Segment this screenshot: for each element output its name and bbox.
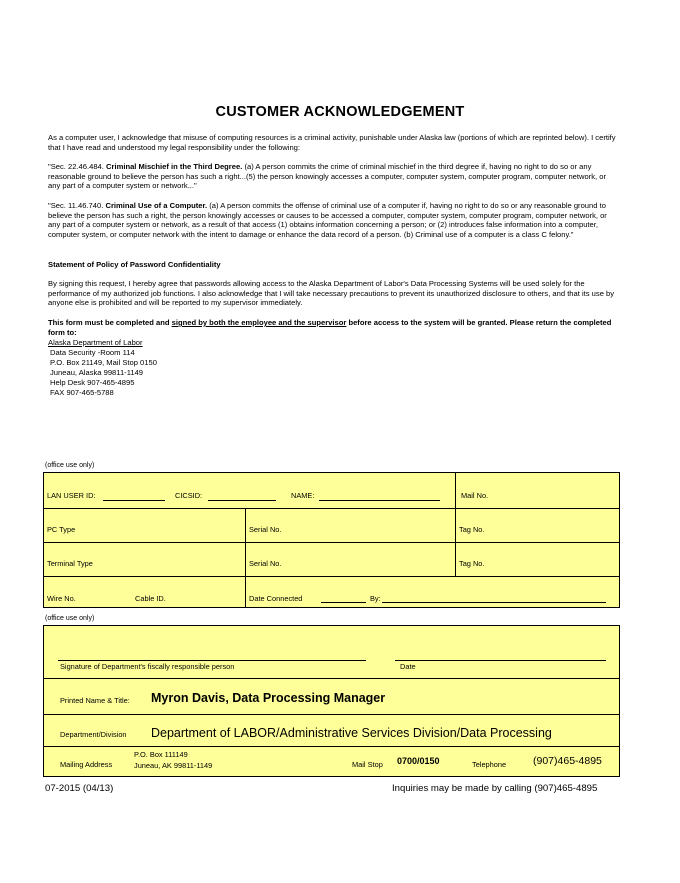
inquiries-text: Inquiries may be made by calling (907)465-4895 [392,783,598,794]
by-field[interactable] [382,602,606,603]
name-label: NAME: [291,491,315,500]
return-post: before access to the system will be granted. Please return the completed form to: [48,318,612,337]
return-address [48,338,157,397]
mail-stop-value: 0700/0150 [397,756,440,766]
signature-label: Signature of Department's fiscally responsible person [60,662,235,671]
office-use-form-2 [43,625,620,777]
row-divider [44,508,619,509]
terminal-type-label[interactable]: Terminal Type [47,559,93,568]
column-divider [245,508,246,607]
mailing-address-label: Mailing Address [60,760,113,769]
row-divider [44,714,619,715]
date-connected-label: Date Connected [249,594,303,603]
lan-user-id-field[interactable] [103,500,165,501]
return-underlined: signed by both the employee and the supervisor [171,318,347,327]
department-label: Department/Division [60,730,127,739]
date-connected-field[interactable] [321,602,366,603]
row-divider [44,678,619,679]
printed-name-value: Myron Davis, Data Processing Manager [151,691,386,705]
serial-no-label[interactable]: Serial No. [249,525,282,534]
statute-11-46-740 [48,201,618,239]
office-use-label: (office use only) [45,615,95,622]
row-divider [44,746,619,747]
return-instructions [48,318,618,337]
telephone-label: Telephone [472,760,507,769]
office-use-label: (office use only) [45,462,95,469]
statute-22-46-484 [48,162,618,191]
address-org: Alaska Department of Labor [48,338,143,347]
serial-no-label[interactable]: Serial No. [249,559,282,568]
address-line: Juneau, Alaska 99811-1149 [50,367,144,377]
mailing-line-1: P.O. Box 111149 [134,750,188,759]
by-label: By: [370,594,381,603]
row-divider [44,542,619,543]
wire-no-label[interactable]: Wire No. [47,594,76,603]
signature-field[interactable] [58,660,366,661]
date-field[interactable] [395,660,606,661]
policy-paragraph: By signing this request, I hereby agree that passwords allowing access to the Alaska Department of Labor's Data Processing Systems will be used solely for the performance of my authorized job functions. I also acknowledge that I will take necessary precautions to prevent its unauthorized disclosure to others, and that its use by anyone else is prohibited and will be reported to my supervisor immediately. [48,279,615,308]
name-field[interactable] [319,500,440,501]
cicsid-label: CICSID: [175,491,203,500]
intro-paragraph: As a computer user, I acknowledge that misuse of computing resources is a criminal activity, punishable under Alaska law (portions of which are reprinted below). I certify that I have read and understood my legal responsibility under the following: [48,133,616,152]
address-line: P.O. Box 21149, Mail Stop 0150 [50,357,157,367]
address-line: FAX 907-465-5788 [50,387,114,397]
column-divider [455,473,456,576]
printed-name-label: Printed Name & Title: [60,696,130,705]
policy-heading: Statement of Policy of Password Confidentiality [48,260,221,269]
statute-heading: Criminal Mischief in the Third Degree. [106,162,243,171]
mail-stop-label: Mail Stop [352,760,383,769]
telephone-value: (907)465-4895 [533,755,602,767]
tag-no-label[interactable]: Tag No. [459,559,485,568]
row-divider [44,576,619,577]
cable-id-label[interactable]: Cable ID. [135,594,166,603]
cicsid-field[interactable] [208,500,276,501]
statute-text: (a) A person commits the offense of criminal use of a computer if, having no right to do so or any reasonable ground to believe the person has such a right, the person knowingly accesses or causes to be accessed a computer, computer system, computer program, computer network, or any part of a computer system or network, as a result of that access (1) obtains information concerning a person; or (2) introduces false information into a computer, computer system, or computer network with the intent to damage or enhance the data record of a person. (b) Criminal use of a computer is a class C felony." [48,201,607,239]
date-label: Date [400,662,416,671]
office-use-form-1 [43,472,620,608]
mail-no-label: Mail No. [461,491,489,500]
statute-ref: "Sec. 22.46.484. [48,162,104,171]
lan-user-id-label: LAN USER ID: [47,491,96,500]
page-title: CUSTOMER ACKNOWLEDGEMENT [215,104,465,120]
pc-type-label[interactable]: PC Type [47,525,76,534]
statute-ref: "Sec. 11.46.740. [48,201,104,210]
address-line: Help Desk 907-465-4895 [50,377,135,387]
form-number: 07-2015 (04/13) [45,783,114,794]
statute-heading: Criminal Use of a Computer. [105,201,208,210]
return-pre: This form must be completed and [48,318,172,327]
mailing-line-2: Juneau, AK 99811-1149 [134,761,213,770]
statute-text: (a) A person commits the crime of criminal mischief in the third degree if, having no right to do so or any reasonable ground to believe the person has such a right...(5) the person knowingly accesses a computer, computer system, computer program, computer network, or any part of a computer system or network..." [48,162,606,191]
department-value: Department of LABOR/Administrative Services Division/Data Processing [151,726,552,740]
tag-no-label[interactable]: Tag No. [459,525,485,534]
address-line: Data Security -Room 114 [50,347,135,357]
